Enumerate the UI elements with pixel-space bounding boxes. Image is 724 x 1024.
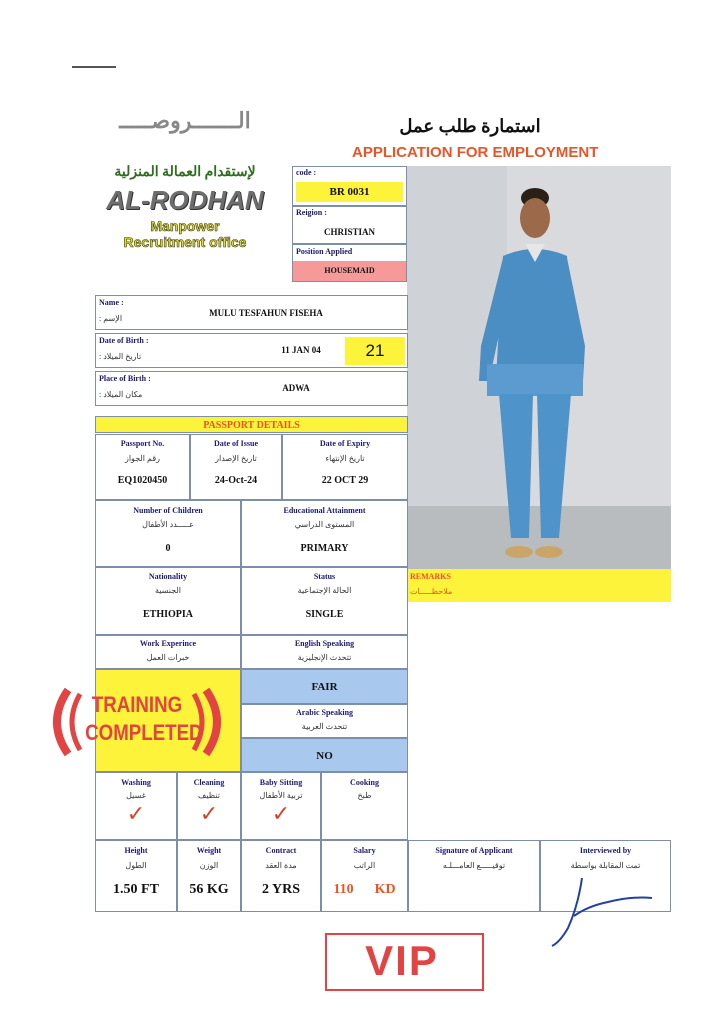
arabic-speaking-label: Arabic Speaking	[295, 708, 354, 717]
skill-baby-sitting	[241, 772, 321, 840]
religion-value: CHRISTIAN	[323, 227, 375, 237]
nationality-label-ar: الجنسية	[154, 586, 182, 595]
full-body-photo	[407, 166, 671, 569]
skill-label-ar: تنظيف	[198, 791, 220, 800]
remarks-label: REMARKS	[410, 572, 451, 581]
name-label: Name :	[99, 298, 124, 307]
nationality-label: Nationality	[148, 572, 188, 581]
skill-label-ar: غسيل	[126, 791, 146, 800]
age-value: 21	[345, 337, 405, 365]
signature-label-ar: توقيـــــع العامـــلـه	[442, 861, 506, 870]
check-icon: ✓	[271, 802, 291, 827]
skill-label-ar: طبخ	[357, 791, 372, 800]
skill-label: Cleaning	[193, 778, 225, 787]
logo	[80, 108, 290, 278]
religion-label: Reigion :	[296, 208, 327, 217]
check-icon: ✓	[199, 802, 219, 827]
passport-number-value: EQ1020450	[117, 475, 168, 486]
children-label-ar: عـــــدد الأطفال	[142, 520, 194, 529]
dob-label: Date of Birth :	[99, 336, 149, 345]
education-label: Educational Attainment	[283, 506, 366, 515]
stamp-line2: COMPLETED	[85, 720, 203, 745]
issue-date-label-ar: تاريخ الإصدار	[215, 454, 257, 463]
skill-label: Washing	[121, 778, 151, 787]
training-stamp	[42, 686, 232, 758]
pob-cell	[95, 371, 408, 406]
logo-line2: Recruitment office	[123, 234, 247, 250]
skill-cooking	[321, 772, 408, 840]
page-title: APPLICATION FOR EMPLOYMENT	[352, 144, 599, 161]
children-cell	[95, 500, 241, 567]
signature-scribble	[548, 876, 658, 948]
issue-date-label: Date of Issue	[214, 439, 258, 448]
salary-cell	[321, 840, 408, 912]
name-cell	[95, 295, 408, 330]
education-cell	[241, 500, 408, 567]
skill-label: Baby Sitting	[259, 778, 303, 787]
skill-label: Cooking	[350, 778, 379, 787]
children-value: 0	[165, 543, 171, 554]
remarks-label-ar: ملاحظـــــات	[410, 587, 453, 596]
dob-cell	[95, 333, 408, 368]
children-label: Number of Children	[133, 506, 203, 515]
arabic-title: استمارة طلب عمل	[399, 116, 541, 136]
arabic-header	[241, 704, 408, 738]
logo-arabic-sub: لإستقدام العمالة المنزلية	[114, 165, 256, 180]
weight-value: 56 KG	[189, 882, 229, 897]
contract-label-ar: مدة العقد	[265, 861, 297, 870]
arabic-speaking-value: NO	[241, 738, 408, 772]
position-label: Position Applied	[296, 247, 353, 256]
pob-label: Place of Birth :	[99, 374, 151, 383]
name-value: MULU TESFAHUN FISEHA	[209, 308, 323, 318]
religion-cell	[292, 206, 407, 244]
passport-number-label: Passport No.	[120, 439, 165, 448]
passport-title: PASSPORT DETAILS	[95, 416, 408, 433]
contract-cell	[241, 840, 321, 912]
status-label-ar: الحالة الإجتماعية	[297, 586, 352, 595]
expiry-date-cell	[282, 434, 408, 500]
contract-label: Contract	[265, 846, 297, 855]
position-cell	[292, 244, 407, 282]
issue-date-value: 24-Oct-24	[214, 475, 258, 486]
height-label: Height	[124, 846, 148, 855]
education-value: PRIMARY	[300, 543, 349, 554]
english-header	[241, 635, 408, 669]
expiry-date-label-ar: تاريخ الإنتهاء	[325, 454, 365, 463]
code-value: BR 0031	[296, 182, 403, 202]
nationality-cell	[95, 567, 241, 635]
logo-line1: Manpower	[150, 218, 220, 234]
skill-cleaning	[177, 772, 241, 840]
salary-amount: 110	[333, 882, 354, 897]
vip-text: VIP	[365, 937, 439, 984]
work-experience-header	[95, 635, 241, 669]
code-label: code :	[296, 168, 317, 177]
code-cell	[292, 166, 407, 206]
work-experience-label-ar: خبرات العمل	[146, 653, 190, 662]
english-label-ar: تتحدث الإنجليزية	[297, 653, 352, 662]
salary-currency: KD	[374, 882, 396, 897]
interviewed-label-ar: تمت المقابلة بواسطة	[570, 861, 641, 870]
dob-value: 11 JAN 04	[281, 345, 321, 355]
remarks-cell	[408, 569, 671, 602]
height-label-ar: الطول	[125, 861, 147, 870]
interviewed-label: Interviewed by	[579, 846, 632, 855]
name-label-ar: الإسم :	[99, 314, 123, 323]
english-label: English Speaking	[294, 639, 355, 648]
top-dash	[72, 66, 116, 68]
logo-brand: AL-RODHAN	[106, 185, 264, 215]
dob-label-ar: تاريخ الميلاد :	[99, 352, 142, 361]
status-cell	[241, 567, 408, 635]
weight-label: Weight	[196, 846, 222, 855]
skill-label-ar: تربية الأطفال	[259, 791, 303, 800]
passport-number-label-ar: رقم الجواز	[124, 454, 161, 463]
logo-arabic-name: الـــــــروصـــــ	[119, 108, 251, 133]
signature-cell	[408, 840, 540, 912]
nationality-value: ETHIOPIA	[142, 609, 193, 620]
passport-number-cell	[95, 434, 190, 500]
stamp-line1: TRAINING	[91, 692, 183, 717]
contract-value: 2 YRS	[262, 882, 300, 897]
issue-date-cell	[190, 434, 282, 500]
pob-value: ADWA	[282, 383, 310, 393]
status-value: SINGLE	[305, 609, 344, 620]
english-value: FAIR	[241, 669, 408, 704]
signature-label: Signature of Applicant	[435, 846, 513, 855]
height-cell	[95, 840, 177, 912]
height-value: 1.50 FT	[113, 882, 159, 897]
salary-label: Salary	[353, 846, 376, 855]
vip-stamp	[325, 933, 484, 991]
pob-label-ar: مكان الميلاد :	[99, 390, 143, 399]
check-icon: ✓	[126, 802, 146, 827]
position-value: HOUSEMAID	[293, 261, 406, 281]
salary-label-ar: الراتب	[353, 861, 376, 870]
work-experience-label: Work Experince	[139, 639, 197, 648]
status-label: Status	[313, 572, 336, 581]
education-label-ar: المستوى الدراسي	[294, 520, 355, 529]
expiry-date-value: 22 OCT 29	[321, 475, 369, 486]
weight-cell	[177, 840, 241, 912]
weight-label-ar: الوزن	[199, 861, 219, 870]
skill-washing	[95, 772, 177, 840]
expiry-date-label: Date of Expiry	[319, 439, 371, 448]
arabic-speaking-label-ar: تتحدث العربية	[301, 722, 348, 731]
